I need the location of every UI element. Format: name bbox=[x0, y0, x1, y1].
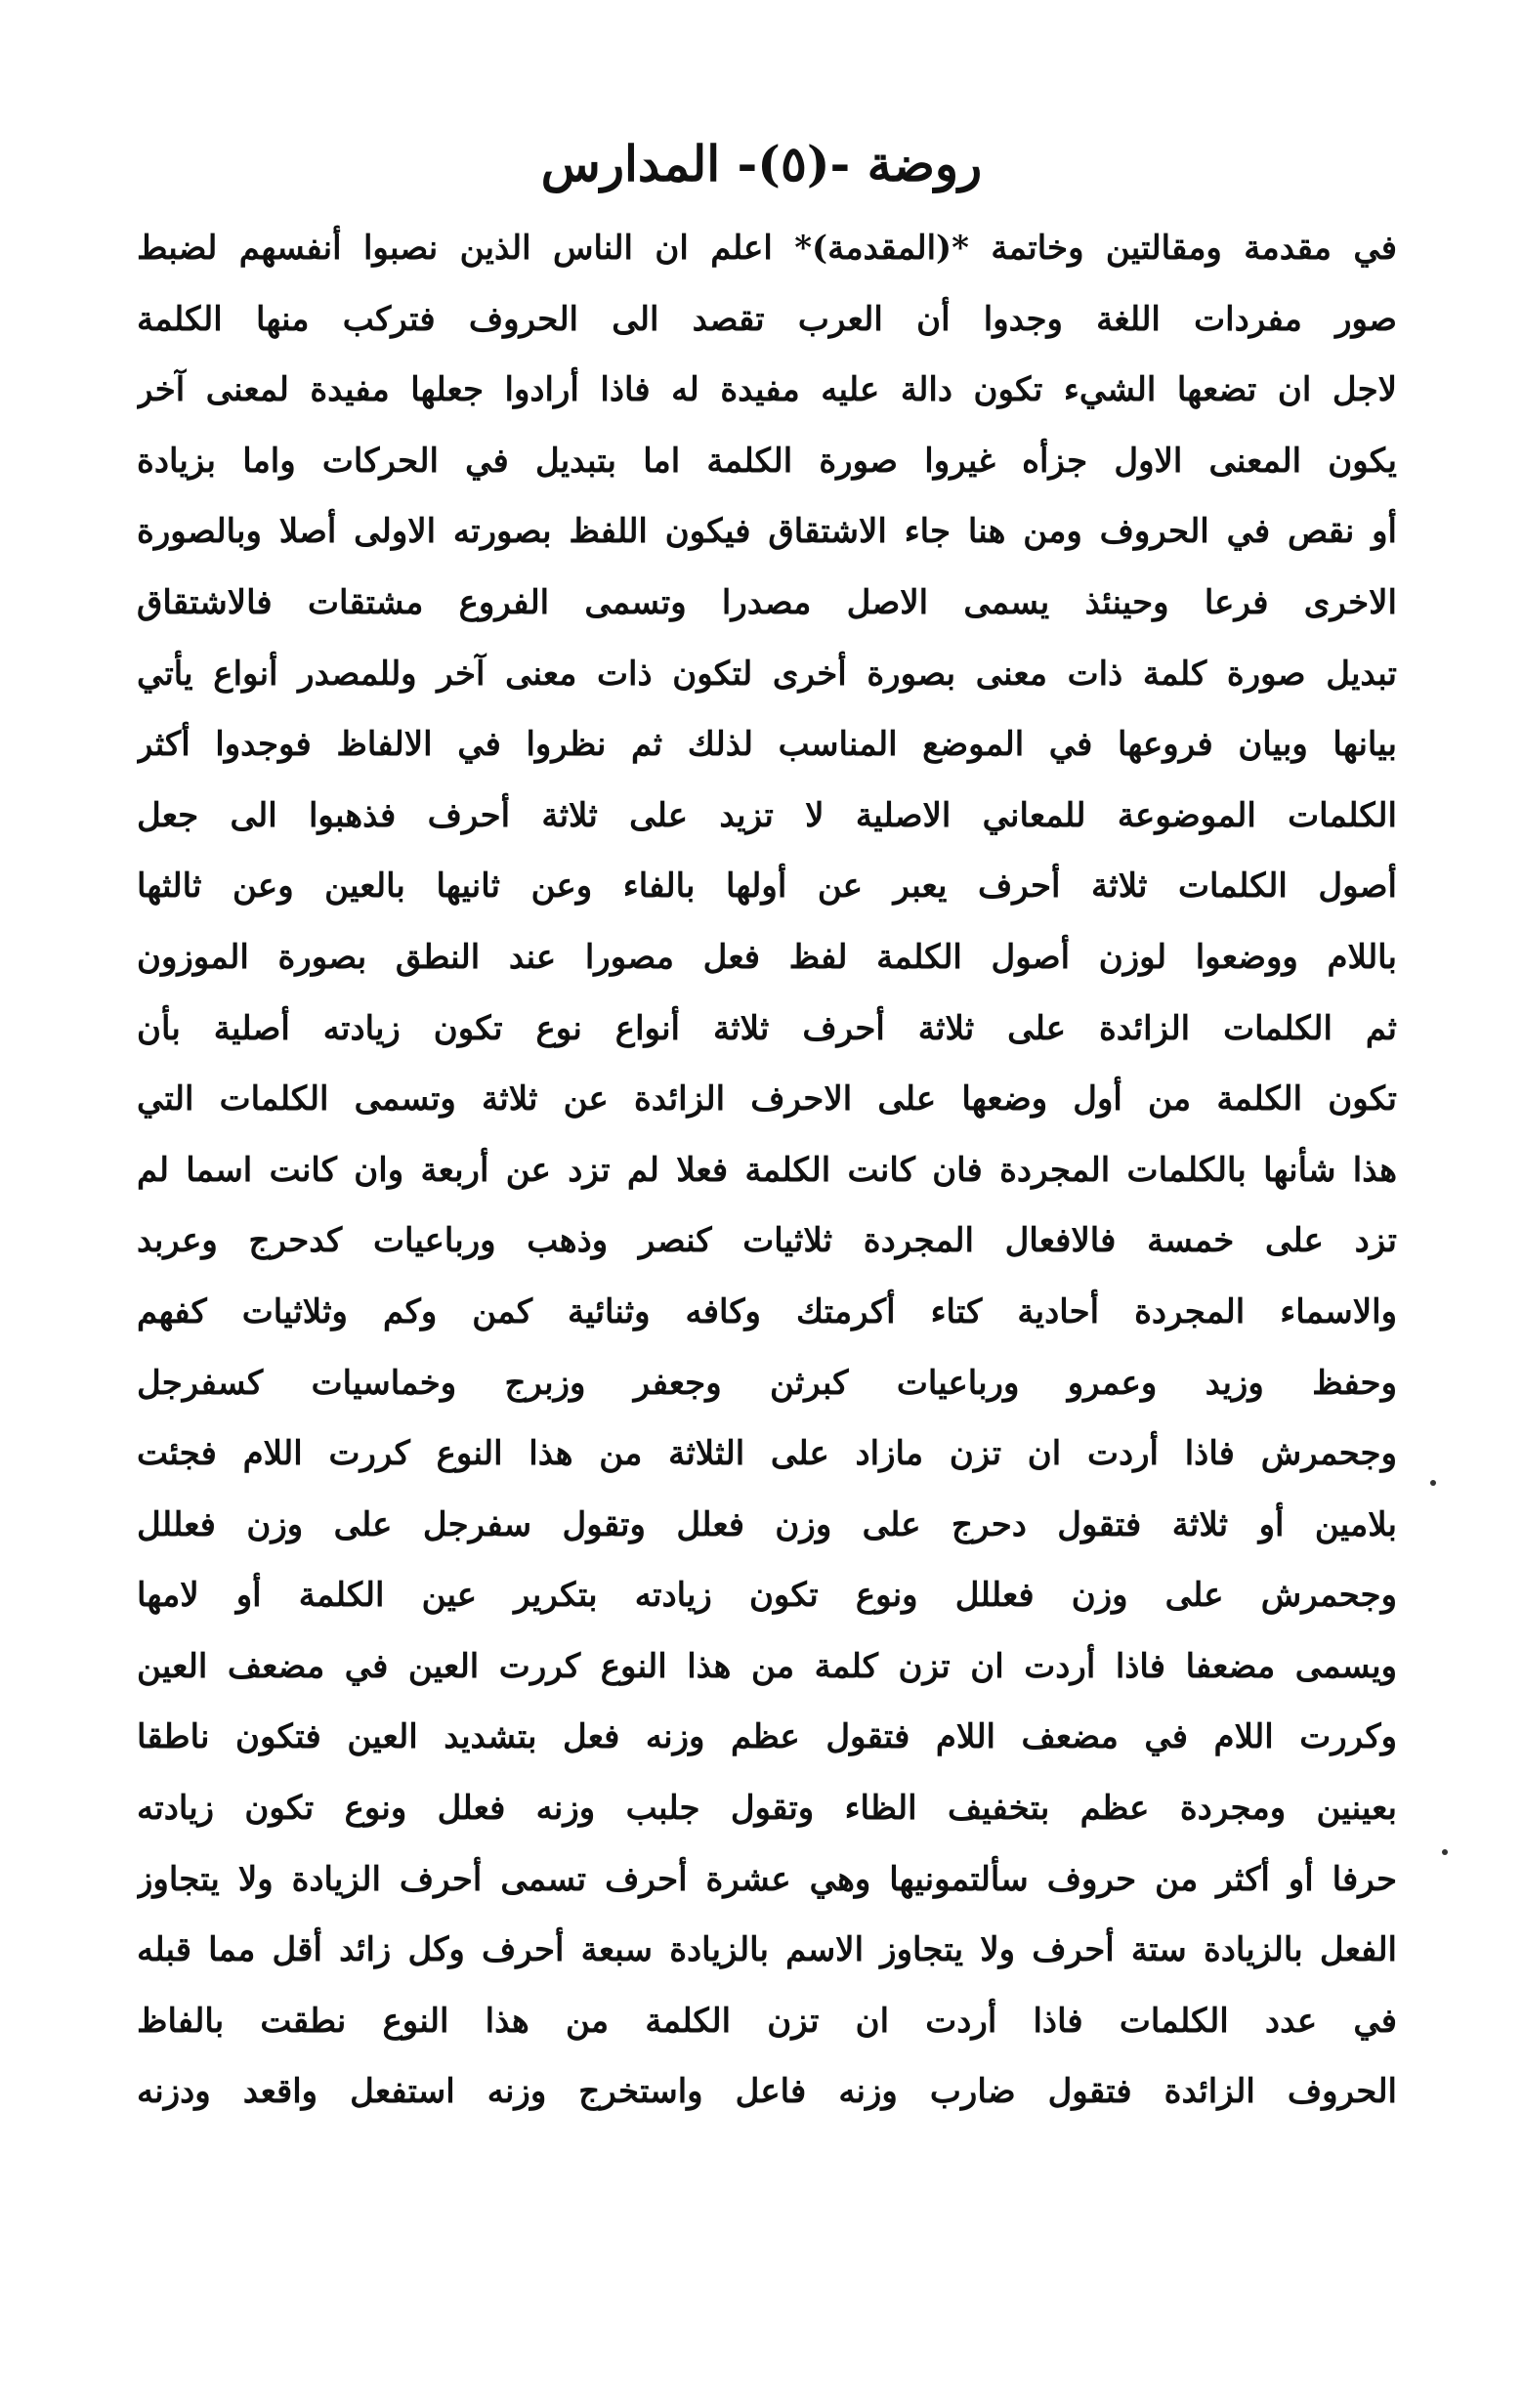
text-line: الفعل بالزيادة ستة أحرف ولا يتجاوز الاسم بالزيادة سبعة أحرف وكل زائد أقل مما قبله bbox=[137, 1930, 1397, 1970]
text-line: والاسماء المجردة أحادية كتاء أكرمتك وكافه وثنائية كمن وكم وثلاثيات كفهم bbox=[137, 1291, 1397, 1331]
text-line: أصول الكلمات ثلاثة أحرف يعبر عن أولها بالفاء وعن ثانيها بالعين وعن ثالثها bbox=[137, 866, 1397, 907]
text-line: وحفظ وزيد وعمرو ورباعيات كبرثن وجعفر وزبرج وخماسيات كسفرجل bbox=[137, 1363, 1397, 1403]
body-text bbox=[137, 213, 1397, 2323]
text-line: وكررت اللام في مضعف اللام فتقول عظم وزنه فعل بتشديد العين فتكون ناطقا bbox=[137, 1717, 1397, 1757]
text-line: في عدد الكلمات فاذا أردت ان تزن الكلمة من هذا النوع نطقت بالفاظ bbox=[137, 2001, 1397, 2041]
text-line: حرفا أو أكثر من حروف سألتمونيها وهي عشرة أحرف تسمى أحرف الزيادة ولا يتجاوز bbox=[137, 1859, 1397, 1899]
text-line: تبديل صورة كلمة ذات معنى بصورة أخرى لتكون ذات معنى آخر وللمصدر أنواع يأتي bbox=[137, 654, 1397, 694]
text-line: باللام ووضعوا لوزن أصول الكلمة لفظ فعل مصورا عند النطق بصورة الموزون bbox=[137, 937, 1397, 977]
text-line: وجحمرش فاذا أردت ان تزن مازاد على الثلاثة من هذا النوع كررت اللام فجئت bbox=[137, 1434, 1397, 1474]
text-line: تكون الكلمة من أول وضعها على الاحرف الزائدة عن ثلاثة وتسمى الكلمات التي bbox=[137, 1079, 1397, 1120]
text-line: أو نقص في الحروف ومن هنا جاء الاشتقاق فيكون اللفظ بصورته الاولى أصلا وبالصورة bbox=[137, 512, 1397, 552]
margin-speck bbox=[1442, 1849, 1448, 1855]
text-line: لاجل ان تضعها الشيء تكون دالة عليه مفيدة له فاذا أرادوا جعلها مفيدة لمعنى آخر bbox=[137, 370, 1397, 410]
page-header: روضة -(٥)- المدارس bbox=[540, 135, 983, 192]
text-line: ويسمى مضعفا فاذا أردت ان تزن كلمة من هذا النوع كررت العين في مضعف العين bbox=[137, 1646, 1397, 1686]
text-line: بعينين ومجردة عظم بتخفيف الظاء وتقول جلبب وزنه فعلل ونوع تكون زيادته bbox=[137, 1789, 1397, 1829]
text-line: في مقدمة ومقالتين وخاتمة *(المقدمة)* اعلم ان الناس الذين نصبوا أنفسهم لضبط bbox=[137, 229, 1397, 268]
text-line: بيانها وبيان فروعها في الموضع المناسب لذلك ثم نظروا في الالفاظ فوجدوا أكثر bbox=[137, 725, 1397, 765]
text-line: تزد على خمسة فالافعال المجردة ثلاثيات كنصر وذهب ورباعيات كدحرج وعربد bbox=[137, 1221, 1397, 1261]
text-line: بلامين أو ثلاثة فتقول دحرج على وزن فعلل وتقول سفرجل على وزن فعللل bbox=[137, 1504, 1397, 1544]
text-line: يكون المعنى الاول جزأه غيروا صورة الكلمة اما بتبديل في الحركات واما بزيادة bbox=[137, 441, 1397, 481]
text-line: الكلمات الموضوعة للمعاني الاصلية لا تزيد على ثلاثة أحرف فذهبوا الى جعل bbox=[137, 795, 1397, 835]
margin-speck bbox=[1430, 1480, 1436, 1486]
text-line: وجحمرش على وزن فعللل ونوع تكون زيادته بتكرير عين الكلمة أو لامها bbox=[137, 1576, 1397, 1616]
text-line: الاخرى فرعا وحينئذ يسمى الاصل مصدرا وتسمى الفروع مشتقات فالاشتقاق bbox=[137, 582, 1397, 622]
text-line: ثم الكلمات الزائدة على ثلاثة أحرف ثلاثة أنواع نوع تكون زيادته أصلية بأن bbox=[137, 1008, 1397, 1048]
text-line: الحروف الزائدة فتقول ضارب وزنه فاعل واستخرج وزنه استفعل واقعد ودزنه bbox=[137, 2072, 1397, 2112]
text-line: صور مفردات اللغة وجدوا أن العرب تقصد الى الحروف فتركب منها الكلمة bbox=[137, 299, 1397, 339]
text-line: هذا شأنها بالكلمات المجردة فان كانت الكلمة فعلا لم تزد عن أربعة وان كانت اسما لم bbox=[137, 1150, 1397, 1190]
